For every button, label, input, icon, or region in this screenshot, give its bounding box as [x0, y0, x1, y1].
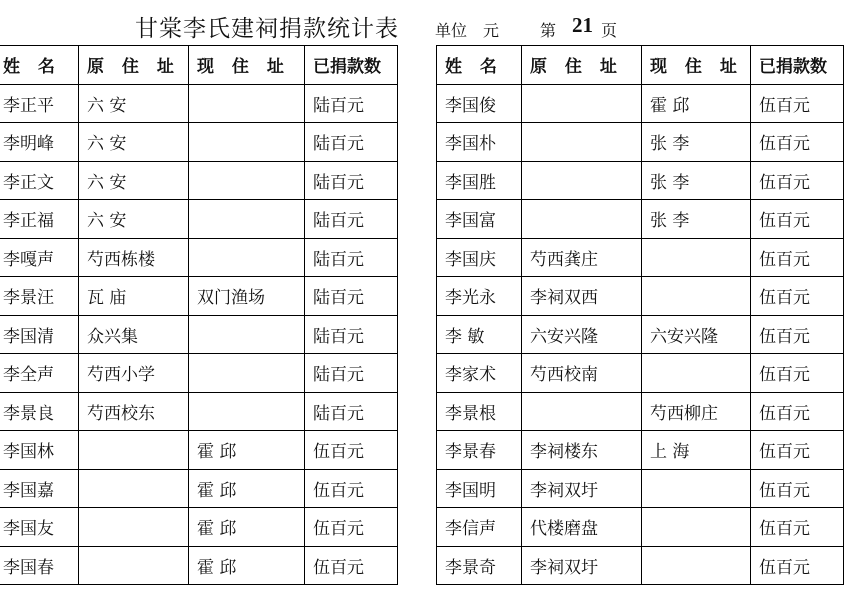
table-row: [0, 508, 398, 547]
page-suffix: 页: [601, 21, 618, 40]
donor-name-cell: 李信声: [437, 508, 522, 547]
donation-amount-cell: 伍百元: [305, 431, 398, 470]
donor-name-cell: 李景良: [0, 392, 79, 431]
table-row: [437, 123, 844, 162]
donor-name-cell: 李家术: [437, 354, 522, 393]
donor-name-cell: 李国富: [437, 200, 522, 239]
current-address-cell: [189, 238, 305, 277]
table-header-row: [437, 46, 844, 85]
donation-amount-cell: 伍百元: [305, 508, 398, 547]
right-table-body: [437, 84, 844, 585]
donor-name-cell: 李国春: [0, 546, 79, 585]
table-row: [437, 469, 844, 508]
original-address-cell: 李祠双圩: [522, 546, 642, 585]
table-header-row: [0, 46, 398, 85]
table-row: [437, 392, 844, 431]
donation-amount-cell: 陆百元: [305, 238, 398, 277]
donation-amount-cell: 伍百元: [751, 200, 844, 239]
unit-value: 元: [483, 21, 500, 40]
donor-name-cell: 李景汪: [0, 277, 79, 316]
table-row: [437, 546, 844, 585]
donor-name-cell: 李国友: [0, 508, 79, 547]
current-address-cell: [189, 123, 305, 162]
donor-name-cell: 李国庆: [437, 238, 522, 277]
table-row: [437, 200, 844, 239]
left-table-body: [0, 84, 398, 585]
current-address-cell: [642, 277, 751, 316]
donation-amount-cell: 伍百元: [751, 546, 844, 585]
table-row: [437, 84, 844, 123]
donation-amount-cell: 伍百元: [751, 123, 844, 162]
table-row: [0, 546, 398, 585]
donation-amount-cell: 伍百元: [751, 469, 844, 508]
donation-amount-cell: 陆百元: [305, 392, 398, 431]
current-address-cell: 上 海: [642, 431, 751, 470]
donation-amount-cell: 伍百元: [751, 431, 844, 470]
donation-amount-cell: 伍百元: [751, 354, 844, 393]
page-number: 21: [572, 13, 593, 37]
original-address-cell: [522, 123, 642, 162]
column-header-amount: 已捐款数: [305, 46, 398, 85]
original-address-cell: [522, 200, 642, 239]
donation-amount-cell: 伍百元: [751, 315, 844, 354]
original-address-cell: 李祠双西: [522, 277, 642, 316]
current-address-cell: 芍西柳庄: [642, 392, 751, 431]
donor-name-cell: 李景奇: [437, 546, 522, 585]
column-header-name: 姓 名: [437, 46, 522, 85]
current-address-cell: 霍 邱: [642, 84, 751, 123]
donor-name-cell: 李正平: [0, 84, 79, 123]
table-row: [437, 354, 844, 393]
donation-table-left: [0, 45, 398, 585]
document-title: 甘棠李氏建祠捐款统计表: [135, 16, 399, 42]
current-address-cell: 张 李: [642, 161, 751, 200]
current-address-cell: 张 李: [642, 123, 751, 162]
current-address-cell: 双门渔场: [189, 277, 305, 316]
table-row: [0, 469, 398, 508]
original-address-cell: 六安兴隆: [522, 315, 642, 354]
original-address-cell: 芍西栋楼: [79, 238, 189, 277]
current-address-cell: [189, 315, 305, 354]
donation-amount-cell: 伍百元: [305, 546, 398, 585]
donor-name-cell: 李 敏: [437, 315, 522, 354]
current-address-cell: [642, 238, 751, 277]
table-row: [437, 508, 844, 547]
table-row: [0, 354, 398, 393]
donation-amount-cell: 陆百元: [305, 200, 398, 239]
original-address-cell: 六 安: [79, 161, 189, 200]
current-address-cell: 霍 邱: [189, 431, 305, 470]
donation-amount-cell: 陆百元: [305, 354, 398, 393]
original-address-cell: 代楼磨盘: [522, 508, 642, 547]
current-address-cell: [642, 508, 751, 547]
current-address-cell: 霍 邱: [189, 546, 305, 585]
table-row: [437, 315, 844, 354]
donation-amount-cell: 陆百元: [305, 123, 398, 162]
column-header-original-address: 原 住 址: [522, 46, 642, 85]
donor-name-cell: 李国胜: [437, 161, 522, 200]
table-row: [0, 431, 398, 470]
current-address-cell: 霍 邱: [189, 508, 305, 547]
donor-name-cell: 李嘎声: [0, 238, 79, 277]
donation-amount-cell: 陆百元: [305, 277, 398, 316]
donor-name-cell: 李国俊: [437, 84, 522, 123]
donor-name-cell: 李国清: [0, 315, 79, 354]
donor-name-cell: 李国嘉: [0, 469, 79, 508]
table-row: [0, 238, 398, 277]
original-address-cell: 芍西校东: [79, 392, 189, 431]
original-address-cell: 芍西校南: [522, 354, 642, 393]
current-address-cell: 张 李: [642, 200, 751, 239]
current-address-cell: [642, 546, 751, 585]
current-address-cell: [189, 392, 305, 431]
page-prefix: 第: [540, 21, 557, 40]
original-address-cell: [522, 84, 642, 123]
donor-name-cell: 李光永: [437, 277, 522, 316]
original-address-cell: 芍西龚庄: [522, 238, 642, 277]
table-row: [437, 277, 844, 316]
donor-name-cell: 李明峰: [0, 123, 79, 162]
donor-name-cell: 李正文: [0, 161, 79, 200]
current-address-cell: [189, 354, 305, 393]
original-address-cell: 芍西小学: [79, 354, 189, 393]
donation-amount-cell: 陆百元: [305, 161, 398, 200]
donor-name-cell: 李全声: [0, 354, 79, 393]
column-header-name: 姓 名: [0, 46, 79, 85]
original-address-cell: 李祠双圩: [522, 469, 642, 508]
donation-amount-cell: 陆百元: [305, 315, 398, 354]
table-row: [0, 161, 398, 200]
donation-amount-cell: 伍百元: [751, 84, 844, 123]
table-row: [0, 277, 398, 316]
column-header-original-address: 原 住 址: [79, 46, 189, 85]
original-address-cell: 六 安: [79, 84, 189, 123]
donor-name-cell: 李景春: [437, 431, 522, 470]
current-address-cell: [189, 200, 305, 239]
table-row: [0, 392, 398, 431]
original-address-cell: [79, 508, 189, 547]
table-row: [437, 161, 844, 200]
table-row: [437, 431, 844, 470]
unit-label: 单位: [435, 21, 468, 40]
donor-name-cell: 李国明: [437, 469, 522, 508]
column-header-current-address: 现 住 址: [642, 46, 751, 85]
table-row: [0, 123, 398, 162]
donation-amount-cell: 伍百元: [305, 469, 398, 508]
table-row: [0, 315, 398, 354]
current-address-cell: 六安兴隆: [642, 315, 751, 354]
original-address-cell: [522, 161, 642, 200]
donation-amount-cell: 伍百元: [751, 161, 844, 200]
donor-name-cell: 李国林: [0, 431, 79, 470]
column-header-current-address: 现 住 址: [189, 46, 305, 85]
table-row: [0, 200, 398, 239]
donation-table-right: [436, 45, 844, 585]
original-address-cell: [79, 546, 189, 585]
donor-name-cell: 李国朴: [437, 123, 522, 162]
current-address-cell: [189, 161, 305, 200]
original-address-cell: 李祠楼东: [522, 431, 642, 470]
donation-amount-cell: 伍百元: [751, 508, 844, 547]
original-address-cell: [522, 392, 642, 431]
donation-amount-cell: 伍百元: [751, 392, 844, 431]
current-address-cell: [642, 354, 751, 393]
donation-amount-cell: 伍百元: [751, 277, 844, 316]
donor-name-cell: 李景根: [437, 392, 522, 431]
current-address-cell: 霍 邱: [189, 469, 305, 508]
donor-name-cell: 李正福: [0, 200, 79, 239]
current-address-cell: [189, 84, 305, 123]
table-row: [0, 84, 398, 123]
donation-amount-cell: 陆百元: [305, 84, 398, 123]
original-address-cell: 瓦 庙: [79, 277, 189, 316]
current-address-cell: [642, 469, 751, 508]
original-address-cell: 六 安: [79, 123, 189, 162]
column-header-amount: 已捐款数: [751, 46, 844, 85]
table-row: [437, 238, 844, 277]
original-address-cell: [79, 469, 189, 508]
original-address-cell: [79, 431, 189, 470]
original-address-cell: 众兴集: [79, 315, 189, 354]
page-header: [135, 10, 618, 42]
original-address-cell: 六 安: [79, 200, 189, 239]
donation-amount-cell: 伍百元: [751, 238, 844, 277]
